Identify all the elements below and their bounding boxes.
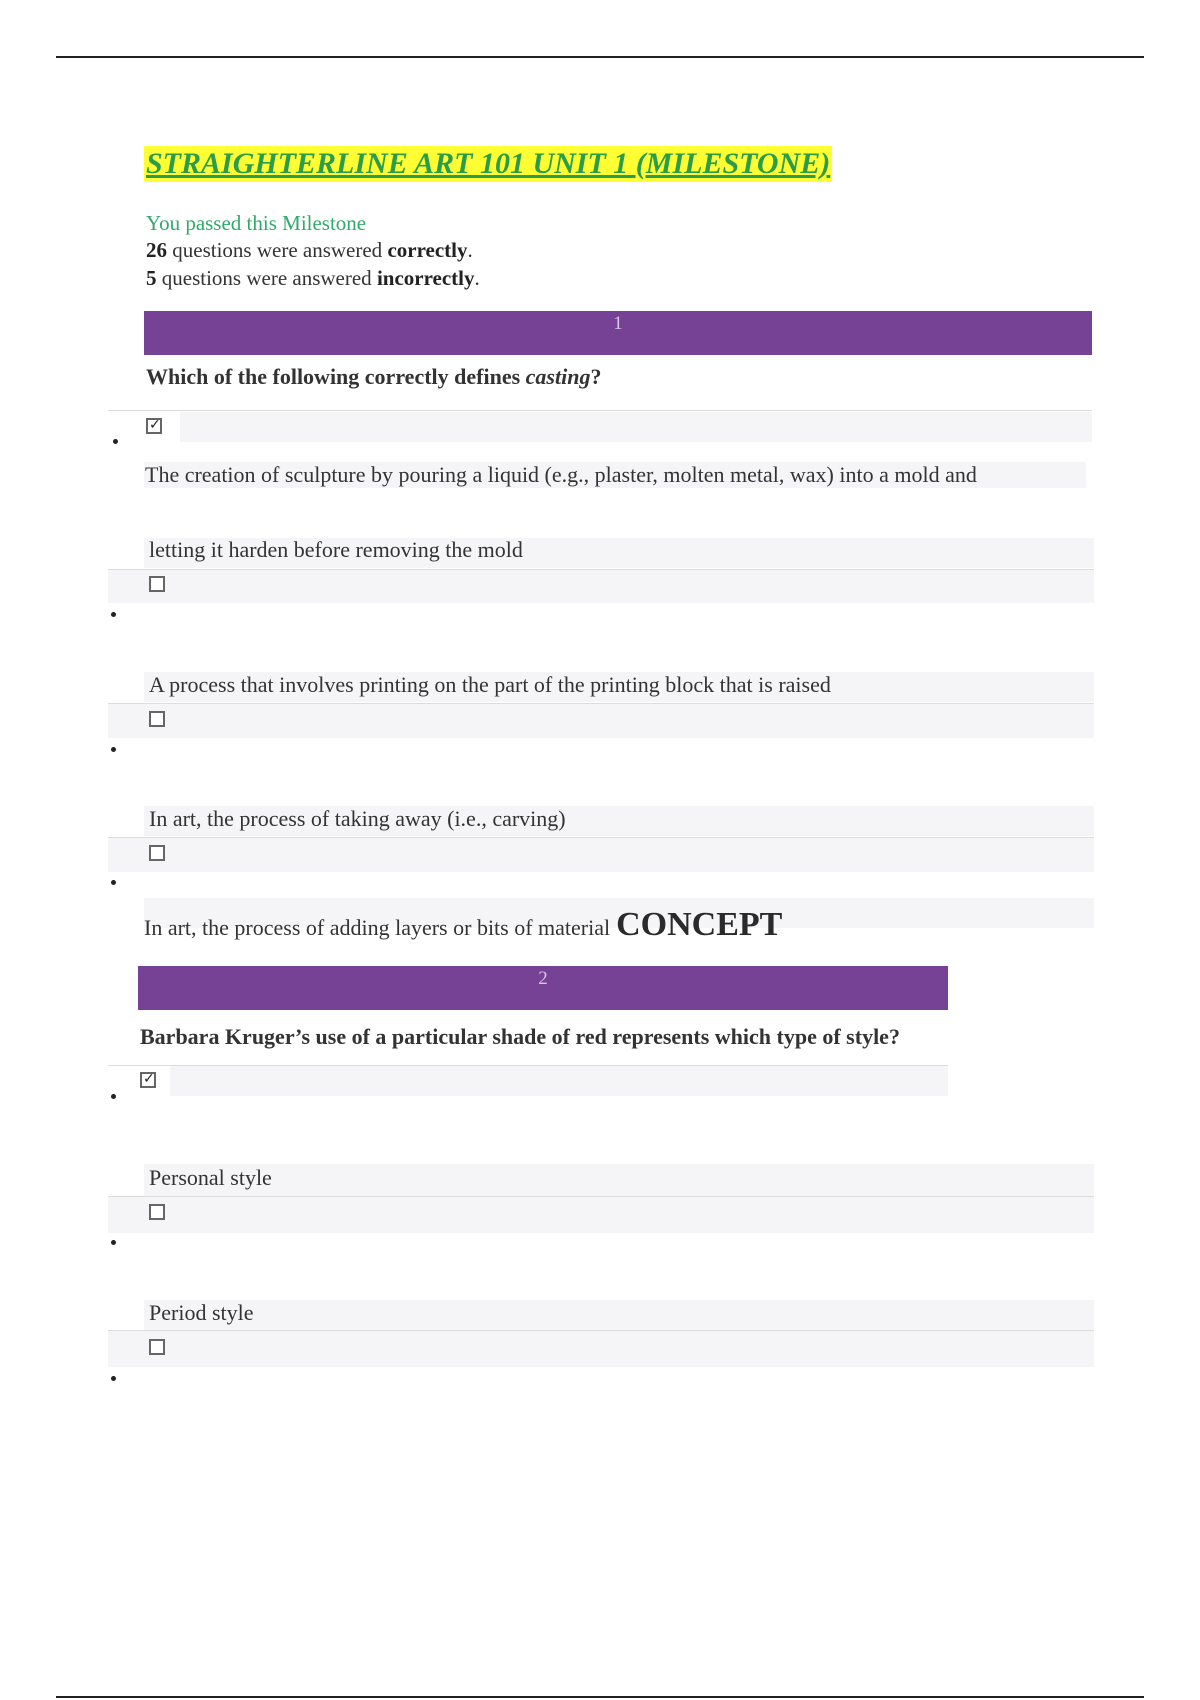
q2-option-1-checkbox[interactable] <box>140 1072 156 1088</box>
bullet-icon <box>111 1240 116 1245</box>
q2-option-2-checkbox[interactable] <box>149 1204 165 1220</box>
q1-option-1-text-line2: letting it harden before removing the mold <box>149 537 523 562</box>
incorrect-count: 5 <box>146 266 157 290</box>
q2-option-2-text: Period style <box>149 1300 254 1325</box>
q1-option-1-checkbox[interactable] <box>146 418 162 434</box>
option-shade <box>108 570 1094 603</box>
top-rule <box>56 56 1144 58</box>
incorrect-mid-text: questions were answered <box>156 266 377 290</box>
title-block <box>144 146 832 182</box>
incorrect-summary <box>146 266 480 291</box>
document-title: STRAIGHTERLINE ART 101 UNIT 1 (MILESTONE) <box>146 147 831 180</box>
q1-option-2-text: A process that involves printing on the part of the printing block that is raised <box>149 672 831 697</box>
q2-option-1-text: Personal style <box>149 1165 272 1190</box>
question-2-number: 2 <box>538 968 548 989</box>
bullet-icon <box>111 880 116 885</box>
result-message: You passed this Milestone <box>146 211 367 235</box>
q1-option-4-text: In art, the process of adding layers or bits of material <box>144 915 611 940</box>
correct-summary <box>146 238 473 263</box>
question-1-prompt-italic: casting <box>525 364 591 389</box>
question-1-prompt <box>146 364 601 390</box>
bullet-icon <box>113 439 118 444</box>
question-2-prompt: Barbara Kruger’s use of a particular shade of red represents which type of style? <box>140 1024 900 1049</box>
option-shade <box>170 1066 948 1096</box>
option-shade <box>108 704 1094 738</box>
option-shade <box>108 1197 1094 1233</box>
q1-option-4-checkbox[interactable] <box>149 845 165 861</box>
check-icon: ✓ <box>143 1071 155 1087</box>
bullet-icon <box>111 747 116 752</box>
bottom-rule <box>56 1696 1144 1698</box>
q1-option-3-text: In art, the process of taking away (i.e., carving) <box>149 806 566 831</box>
check-icon: ✓ <box>149 417 161 433</box>
q1-option-4-row <box>144 906 782 944</box>
concept-label: CONCEPT <box>616 906 783 943</box>
question-1-number: 1 <box>613 313 623 334</box>
option-shade <box>108 1331 1094 1367</box>
incorrect-period: . <box>474 266 480 290</box>
q1-option-2-checkbox[interactable] <box>149 576 165 592</box>
option-shade <box>144 1300 1094 1330</box>
question-1-prompt-end: ? <box>590 364 602 389</box>
option-shade <box>108 838 1094 872</box>
correct-count: 26 <box>146 238 167 262</box>
divider <box>108 410 1092 411</box>
question-1-header <box>144 311 1092 355</box>
q2-option-3-checkbox[interactable] <box>149 1339 165 1355</box>
correct-period: . <box>467 238 473 262</box>
correct-mid-text: questions were answered <box>167 238 388 262</box>
correct-word: correctly <box>387 238 468 262</box>
bullet-icon <box>111 1376 116 1381</box>
bullet-icon <box>111 612 116 617</box>
q1-option-1-text-line1: The creation of sculpture by pouring a liquid (e.g., plaster, molten metal, wax) into a mold and <box>145 462 977 487</box>
question-2-header <box>138 966 948 1010</box>
bullet-icon <box>111 1094 116 1099</box>
option-shade <box>144 1164 1094 1196</box>
option-shade <box>180 412 1092 442</box>
question-1-prompt-start: Which of the following correctly defines <box>146 364 526 389</box>
incorrect-word: incorrectly <box>376 266 475 290</box>
q1-option-3-checkbox[interactable] <box>149 711 165 727</box>
